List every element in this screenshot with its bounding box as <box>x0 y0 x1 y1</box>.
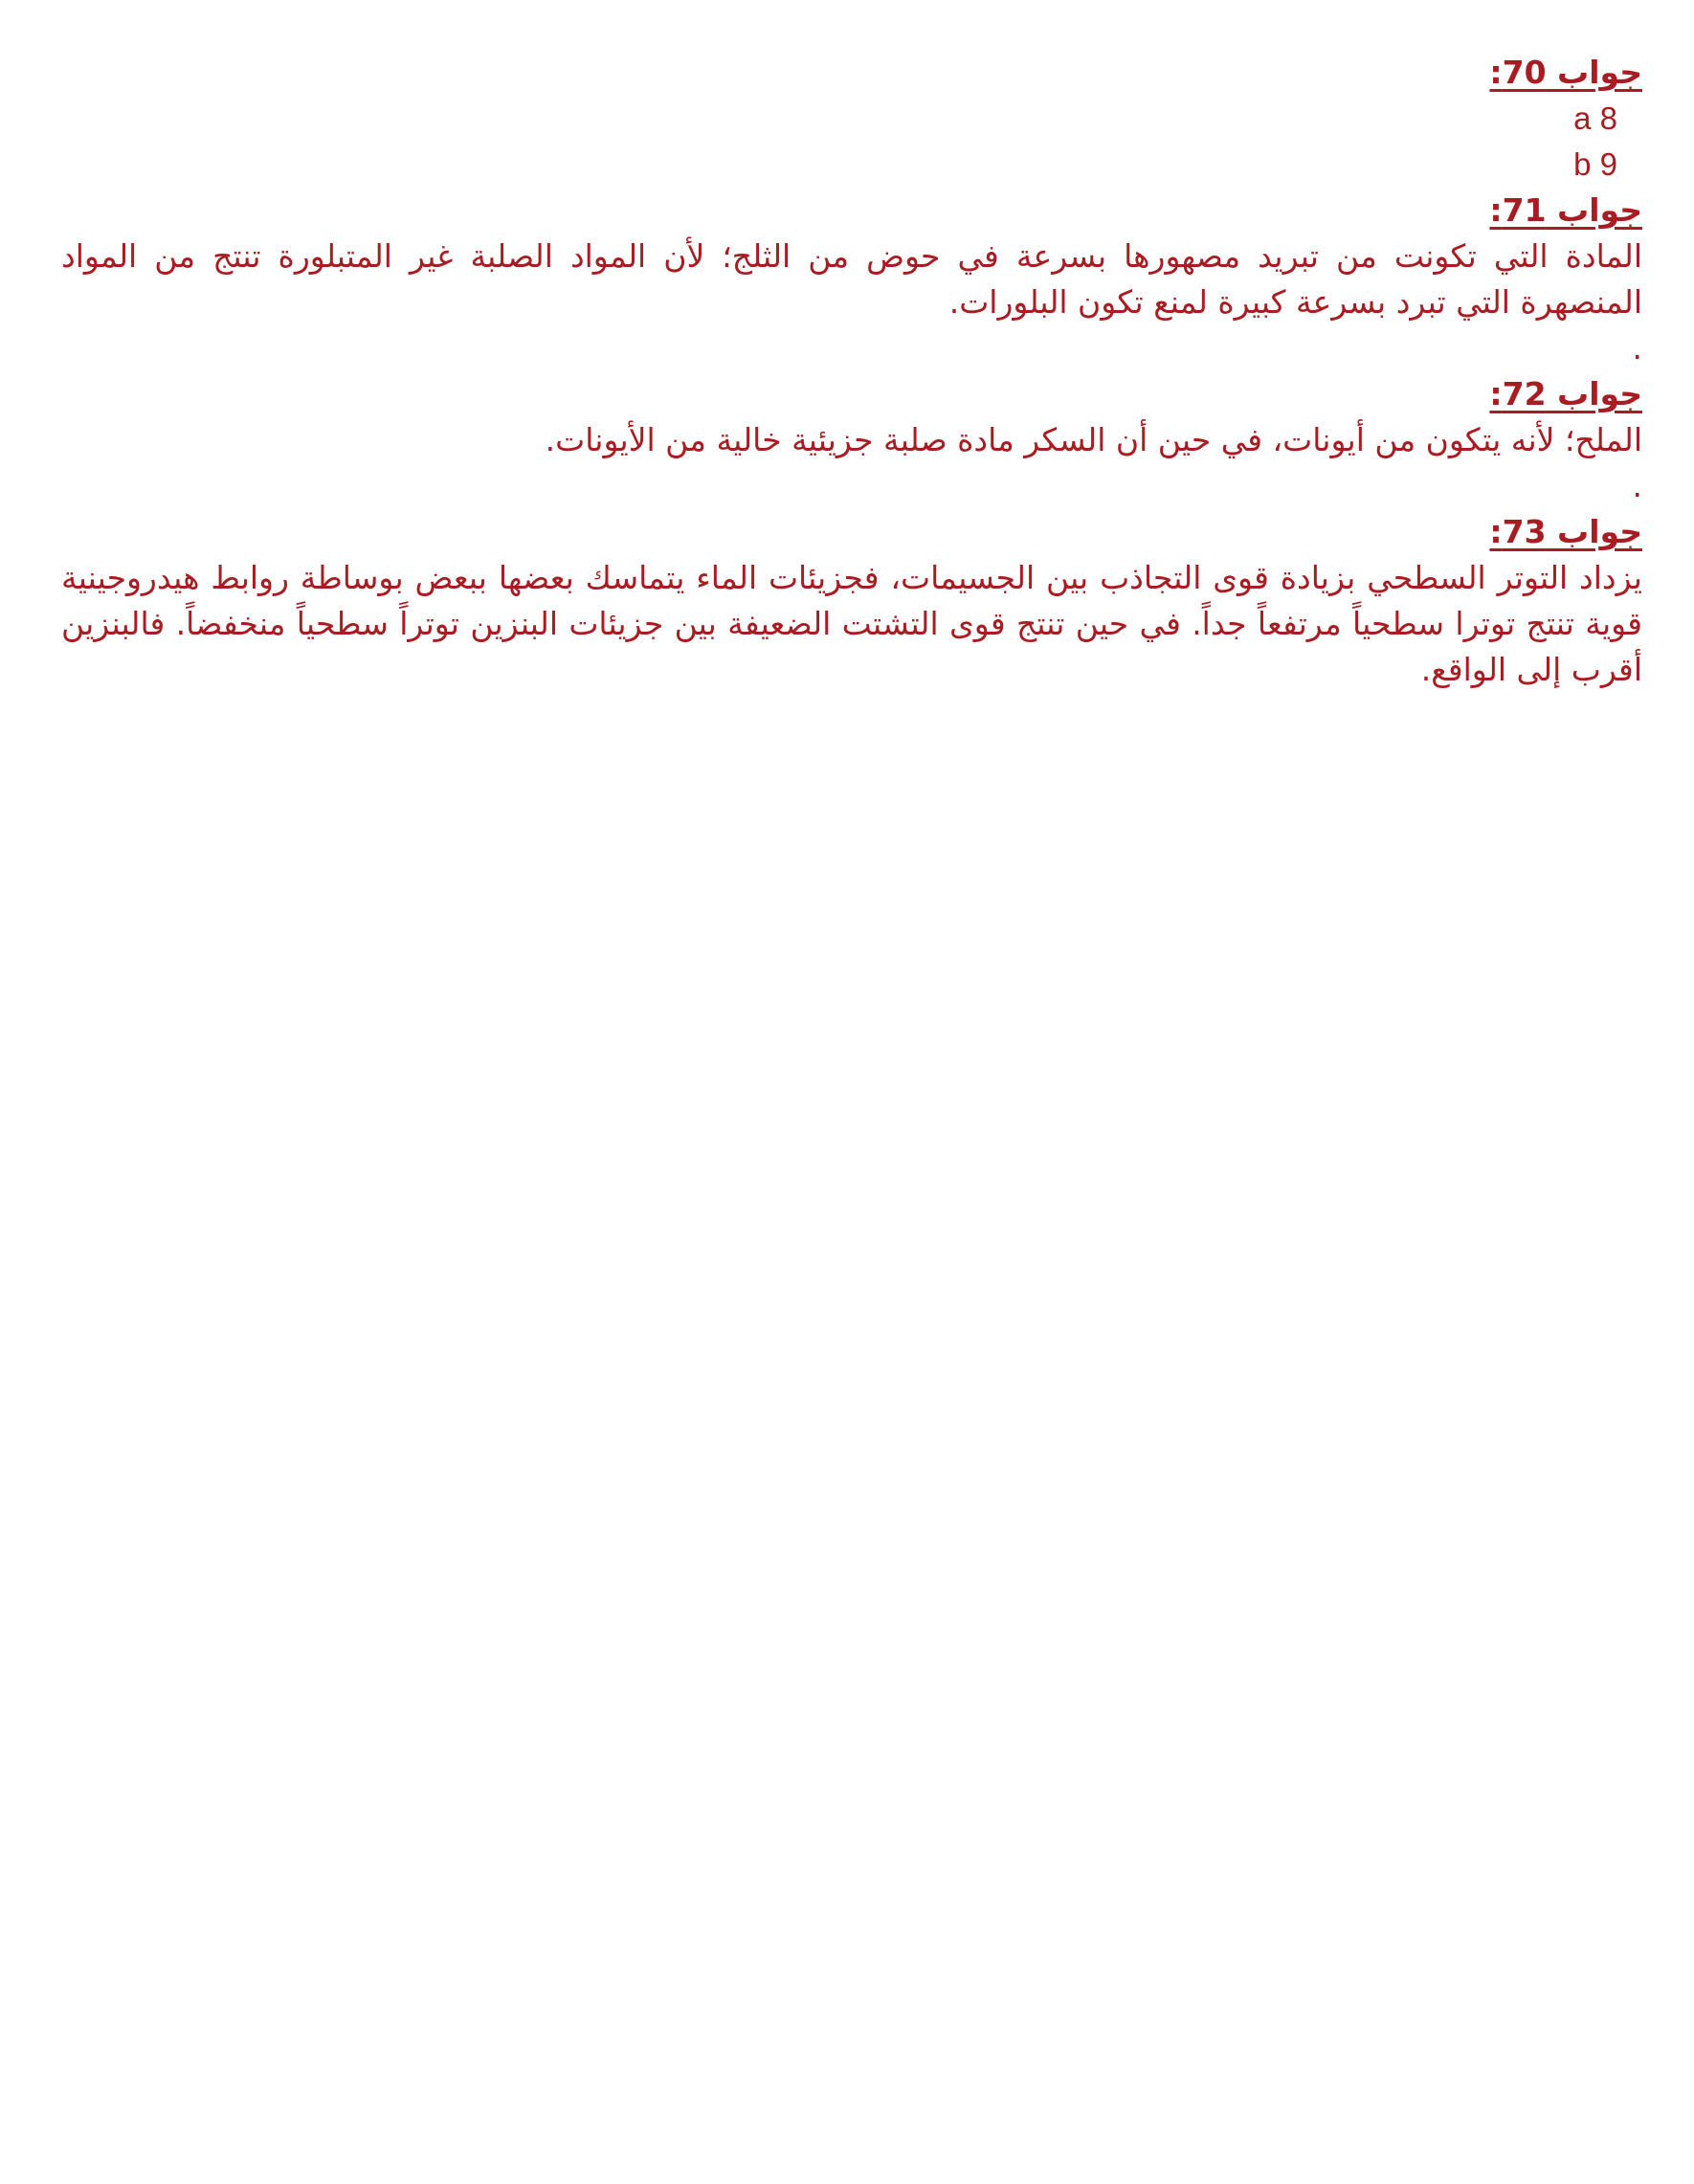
item-number: 9 <box>1599 146 1617 182</box>
answer-71 <box>61 188 1642 371</box>
answer-text: الملح؛ لأنه يتكون من أيونات، في حين أن السكر مادة صلبة جزيئية خالية من الأيونات. <box>545 421 1642 458</box>
answer-heading: جواب 72: <box>1489 375 1642 412</box>
answer-page <box>61 50 1642 693</box>
list-item <box>61 96 1642 142</box>
answer-text: المادة التي تكونت من تبريد مصهورها بسرعة في حوض من الثلج؛ لأن المواد الصلبة غير المتبلورة تنتج من المواد المنصهرة التي تبرد بسرعة كبيرة لمنع تكون البلورات. <box>61 237 1642 321</box>
answer-heading: جواب 70: <box>1489 54 1642 91</box>
answer-73 <box>61 509 1642 693</box>
trailing-dot: . <box>1632 329 1642 367</box>
answer-72 <box>61 371 1642 509</box>
item-number: 8 <box>1599 100 1617 136</box>
item-letter: b <box>1573 146 1592 182</box>
answer-heading: جواب 71: <box>1489 191 1642 229</box>
answer-70 <box>61 50 1642 188</box>
trailing-dot: . <box>1632 467 1642 504</box>
answer-text: يزداد التوتر السطحي بزيادة قوى التجاذب بين الجسيمات، فجزيئات الماء يتماسك بعضها ببعض بوساطة روابط هيدروجينية قوية تنتج توترا سطحياً مرتفعاً جداً. في حين تنتج قوى التشتت الضعيفة بين جزيئات البنزين توتراً سطحياً منخفضاً. فالبنزين أقرب إلى الواقع. <box>61 559 1642 688</box>
list-item <box>61 142 1642 188</box>
answer-heading: جواب 73: <box>1489 513 1642 550</box>
item-letter: a <box>1573 100 1592 136</box>
